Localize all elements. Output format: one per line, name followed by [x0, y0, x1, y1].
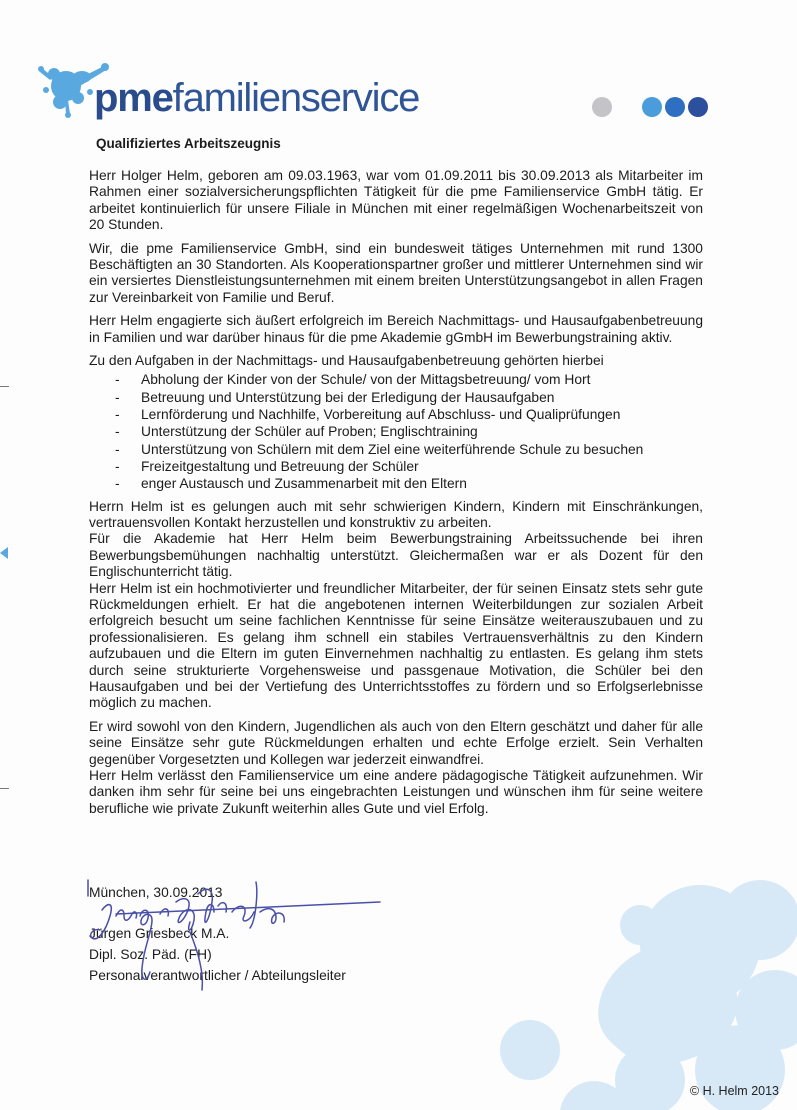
paragraph-academy: Für die Akademie hat Herr Helm beim Bewerbungstraining Arbeitssuchende bei ihren Bewerbungsbemühungen nachhaltig unterstützt. Gleichermaßen war er als Dozent für den Englischunterricht tätig.: [89, 531, 703, 580]
logo-wordmark: [94, 74, 419, 122]
task-item: [89, 475, 703, 492]
bullet: -: [115, 389, 120, 405]
company-logo: [38, 52, 458, 126]
tasks-intro: Zu den Aufgaben in der Nachmittags- und Hausaufgabenbetreuung gehörten hierbei: [89, 353, 604, 369]
bullet: -: [115, 407, 120, 423]
paragraph-difficult-children: Herrn Helm ist es gelungen auch mit sehr schwierigen Kindern, Kindern mit Einschränkungen, vertrauensvollen Kontakt herzustellen und konstruktiv zu arbeiten.: [89, 498, 703, 530]
margin-mark: [0, 788, 9, 789]
handwritten-signature: [80, 872, 390, 997]
task-text: Abholung der Kinder von der Schule/ von der Mittagsbetreuung/ vom Hort: [141, 372, 591, 388]
place-date: München, 30.09.2013: [89, 885, 223, 900]
paragraph-appreciation: Er wird sowohl von den Kindern, Jugendlichen als auch von den Eltern geschätzt und daher für alle seine Einsätze sehr gute Rückmeldungen erhalten und echte Erfolge erzielt. Sein Verhalten gegenüber Vorgesetzten und Kollegen war jederzeit einwandfrei.: [89, 718, 703, 767]
logo-service: familienservice: [172, 76, 420, 120]
task-item: [89, 406, 703, 423]
decorative-dots: [592, 97, 711, 117]
task-text: enger Austausch und Zusammenarbeit mit den Eltern: [141, 476, 467, 492]
bullet: -: [115, 372, 120, 388]
paragraph-engagement: Herr Helm engagierte sich äußert erfolgreich im Bereich Nachmittags- und Hausaufgabenbetreuung in Familien und war darüber hinaus für die pme Akademie gGmbH im Bewerbungstraining aktiv.: [89, 313, 703, 345]
task-item: [89, 458, 703, 475]
task-item: [89, 389, 703, 406]
signer-degree: Dipl. Soz. Päd. (FH): [89, 947, 212, 962]
signer-role: Personalverantwortlicher / Abteilungsleiter: [89, 968, 346, 983]
task-item: [89, 371, 703, 388]
document-body: [89, 168, 703, 824]
paragraph-company: Wir, die pme Familienservice GmbH, sind ein bundesweit tätiges Unternehmen mit rund 1300 Beschäftigten an 30 Standorten. Als Kooperationspartner großer und mittlerer Unternehmen sind wir ein versiertes Dienstleistungsunternehmen mit einem breiten Unterstützungsangebot in allen Fragen zur Vereinbarkeit von Familie und Beruf.: [89, 240, 703, 305]
task-item: [89, 441, 703, 458]
task-text: Unterstützung der Schüler auf Proben; Englischtraining: [141, 424, 478, 440]
gray-dot: [592, 97, 612, 117]
margin-mark: [0, 386, 9, 387]
dark-blue-dot: [688, 97, 708, 117]
left-edge-arrow-icon: [0, 547, 10, 559]
light-blue-dot: [642, 97, 662, 117]
logo-brand: pme: [94, 76, 173, 120]
task-text: Unterstützung von Schülern mit dem Ziel eine weiterführende Schule zu besuchen: [141, 441, 644, 457]
bullet: -: [115, 424, 120, 440]
task-text: Betreuung und Unterstützung bei der Erledigung der Hausaufgaben: [141, 389, 555, 405]
copyright-notice: © H. Helm 2013: [689, 1084, 779, 1098]
task-text: Freizeitgestaltung und Betreuung der Schüler: [141, 458, 419, 474]
paragraph-farewell: Herr Helm verlässt den Familienservice um eine andere pädagogische Tätigkeit aufzunehmen. Wir danken ihm sehr für seine bei uns eingebrachten Leistungen und wünschen ihm für seine weitere berufliche wie private Zukunft weiterhin alles Gute und viel Erfolg.: [89, 768, 703, 816]
bullet: -: [115, 476, 120, 492]
bullet: -: [115, 441, 120, 457]
task-item: [89, 423, 703, 440]
signer-name: Jürgen Griesbeck M.A.: [89, 926, 230, 941]
paragraph-motivation: Herr Helm ist ein hochmotivierter und freundlicher Mitarbeiter, der für seinen Einsatz stets sehr gute Rückmeldungen erhielt. Er hat die angebotenen internen Weiterbildungen zur sozialen Arbeit erfolgreich besucht um seine fachlichen Kenntnisse für seine Einsätze weiterauszubauen und zu professionalisieren. Es gelang ihm schnell ein stabiles Vertrauensverhältnis zu den Kindern aufzubauen und die Eltern im guten Einvernehmen nachhaltig zu entlasten. Es gelang ihm stets durch seine strukturierte Vorgehensweise und passgenaue Motivation, die Schüler bei den Hausaufgaben und bei der Vertiefung des Unterrichtsstoffes zu fördern und so Erfolgserlebnisse möglich zu machen.: [89, 580, 703, 711]
document-title: Qualifiziertes Arbeitszeugnis: [96, 136, 281, 151]
mid-blue-dot: [665, 97, 685, 117]
task-list: [89, 371, 703, 492]
bullet: -: [115, 458, 120, 474]
paragraph-employment: Herr Holger Helm, geboren am 09.03.1963, war vom 01.09.2011 bis 30.09.2013 als Mitarbeiter im Rahmen einer sozialversicherungspflichten Tätigkeit für die pme Familienservice GmbH tätig. Er arbeitet kontinuierlich für unsere Filiale in München mit einer regelmäßigen Wochenarbeitszeit von 20 Stunden.: [89, 168, 703, 233]
task-text: Lernförderung und Nachhilfe, Vorbereitung auf Abschluss- und Qualiprüfungen: [141, 407, 621, 423]
